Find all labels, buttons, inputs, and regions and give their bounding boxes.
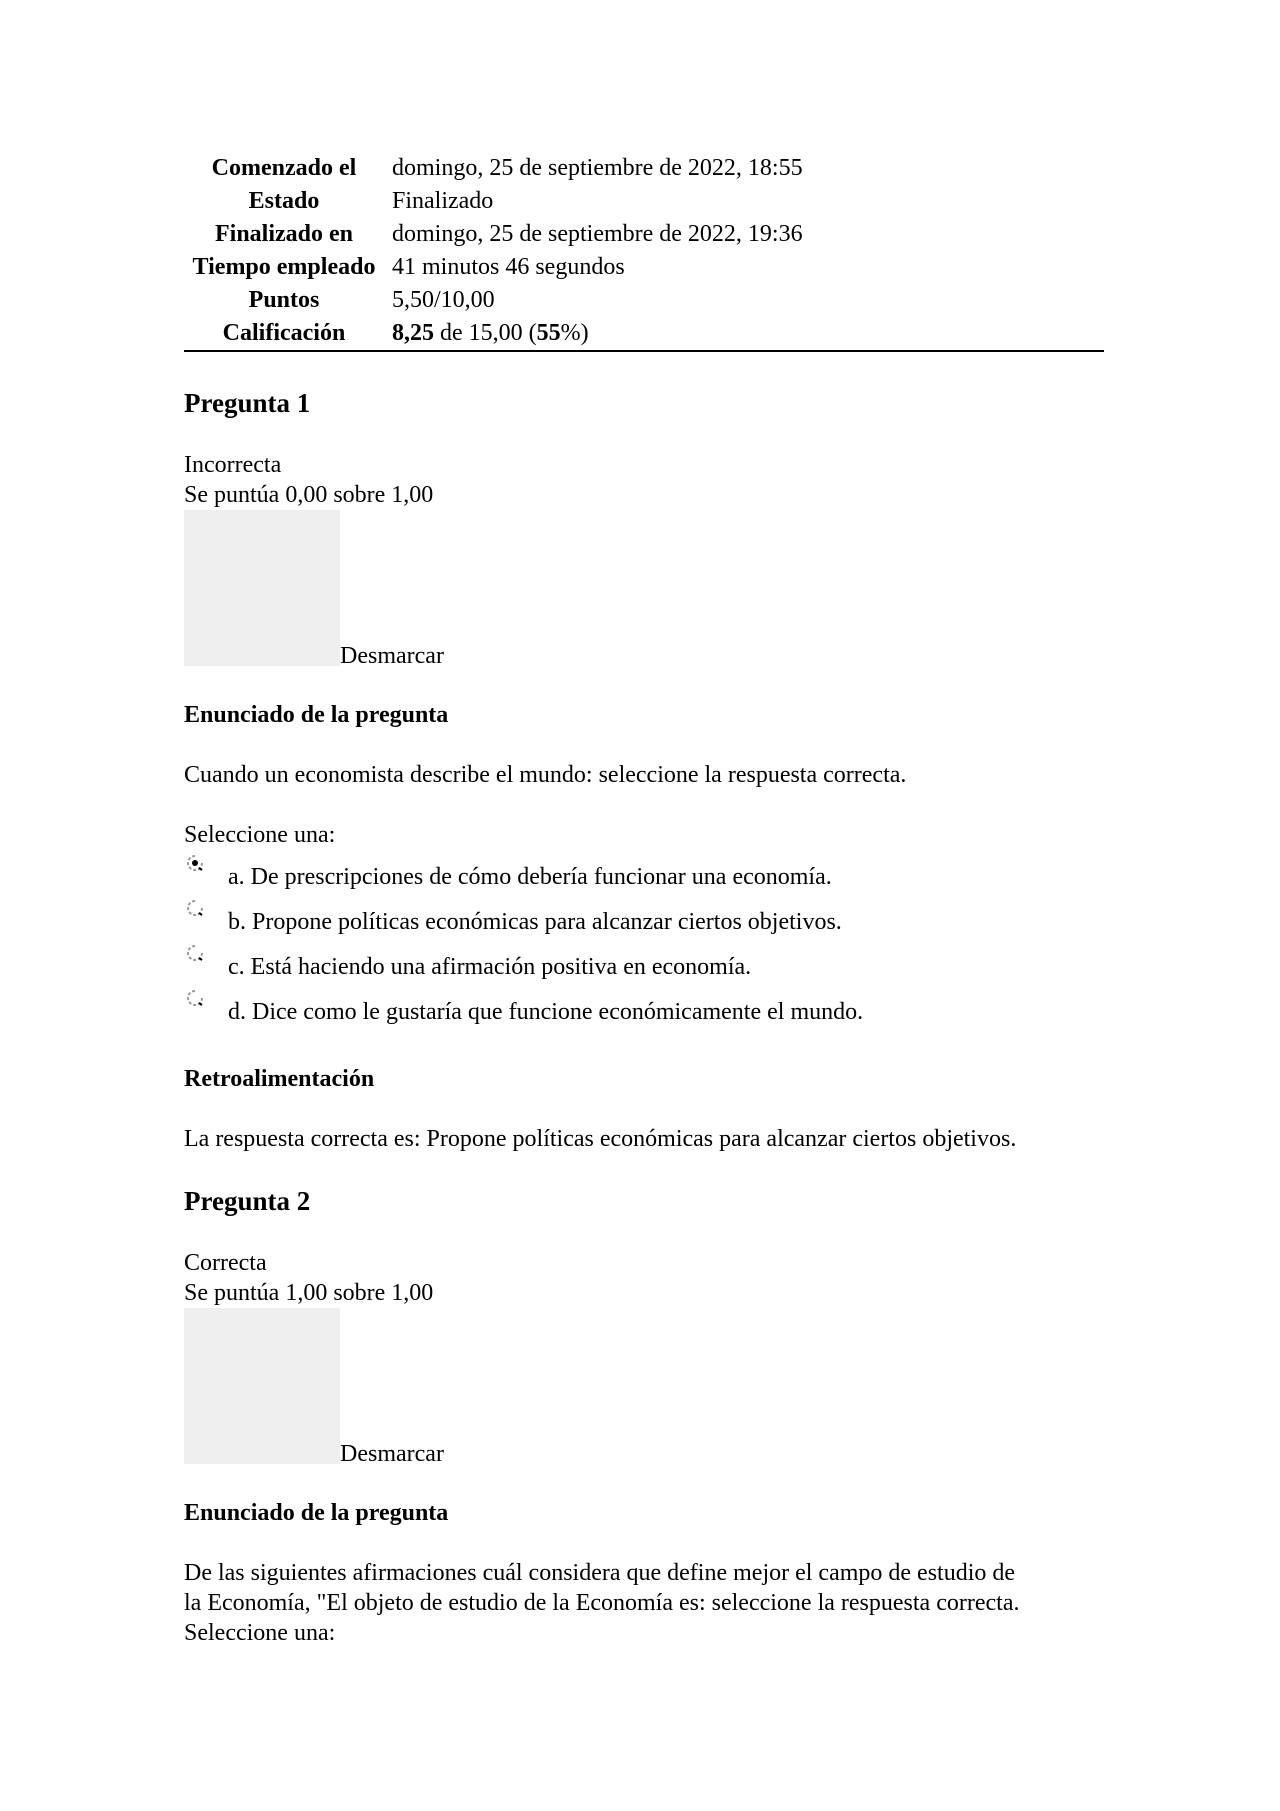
summary-value: Finalizado <box>392 188 494 214</box>
question-mark: Se puntúa 0,00 sobre 1,00 <box>184 482 434 508</box>
question-mark: Se puntúa 1,00 sobre 1,00 <box>184 1280 434 1306</box>
summary-row-started <box>184 152 1104 185</box>
grade-score: 8,25 <box>392 320 434 346</box>
flag-label[interactable]: Desmarcar <box>340 643 444 669</box>
flag-label[interactable]: Desmarcar <box>340 1441 444 1467</box>
summary-value: domingo, 25 de septiembre de 2022, 19:36 <box>392 221 803 247</box>
summary-row-finished <box>184 218 1104 251</box>
grade-value <box>388 317 1104 351</box>
answer-label: a. De prescripciones de cómo debería funcionar una economía. <box>228 864 832 890</box>
answer-option-a[interactable] <box>184 854 1104 899</box>
question-info <box>184 450 1104 510</box>
question-text-line: De las siguientes afirmaciones cuál considera que define mejor el campo de estudio de <box>184 1560 1016 1586</box>
question-1 <box>184 386 1104 1154</box>
grade-total: de 15,00 ( <box>434 320 537 346</box>
summary-label: Tiempo empleado <box>192 254 376 280</box>
answer-option-b[interactable] <box>184 899 1104 944</box>
question-flag[interactable] <box>184 510 1104 669</box>
summary-label: Estado <box>248 188 320 214</box>
answer-label: b. Propone políticas económicas para alcanzar ciertos objetivos. <box>228 909 842 935</box>
question-state: Incorrecta <box>184 452 282 478</box>
answer-option-c[interactable] <box>184 944 1104 989</box>
question-text-heading: Enunciado de la pregunta <box>184 702 449 728</box>
grade-end: %) <box>560 320 589 346</box>
summary-label: Calificación <box>222 320 346 346</box>
summary-label: Comenzado el <box>211 155 357 181</box>
summary-value: domingo, 25 de septiembre de 2022, 18:55 <box>392 155 803 181</box>
feedback-text: La respuesta correcta es: Propone políticas económicas para alcanzar ciertos objetivos. <box>184 1126 1017 1152</box>
answer-option-d[interactable] <box>184 989 1104 1034</box>
question-title: Pregunta 2 <box>184 1186 311 1216</box>
answer-label: d. Dice como le gustaría que funcione económicamente el mundo. <box>228 999 864 1025</box>
summary-row-marks <box>184 284 1104 317</box>
radio-checked-icon[interactable] <box>186 854 204 872</box>
radio-unchecked-icon[interactable] <box>186 989 204 1007</box>
radio-unchecked-icon[interactable] <box>186 944 204 962</box>
question-flag[interactable] <box>184 1308 1104 1467</box>
summary-row-state <box>184 185 1104 218</box>
answer-prompt: Seleccione una: <box>184 1620 336 1646</box>
summary-value: 41 minutos 46 segundos <box>392 254 625 280</box>
summary-label: Finalizado en <box>214 221 353 247</box>
radio-unchecked-icon[interactable] <box>186 899 204 917</box>
flag-icon[interactable] <box>184 510 340 666</box>
flag-icon[interactable] <box>184 1308 340 1464</box>
question-state: Correcta <box>184 1250 267 1276</box>
quiz-review-page <box>184 152 1104 1648</box>
question-text-line: la Economía, "El objeto de estudio de la Economía es: seleccione la respuesta correcta. <box>184 1590 1020 1616</box>
summary-row-grade <box>184 317 1104 351</box>
feedback-heading: Retroalimentación <box>184 1066 375 1092</box>
answer-prompt: Seleccione una: <box>184 822 336 848</box>
summary-row-time-taken <box>184 251 1104 284</box>
attempt-summary-table <box>184 152 1104 352</box>
answer-label: c. Está haciendo una afirmación positiva en economía. <box>228 954 752 980</box>
summary-value: 5,50/10,00 <box>392 287 495 313</box>
question-title: Pregunta 1 <box>184 388 311 418</box>
question-info <box>184 1248 1104 1308</box>
question-text-heading: Enunciado de la pregunta <box>184 1500 449 1526</box>
summary-label: Puntos <box>248 287 320 313</box>
question-2 <box>184 1184 1104 1648</box>
question-text: Cuando un economista describe el mundo: seleccione la respuesta correcta. <box>184 762 907 788</box>
answer-list <box>184 854 1104 1034</box>
grade-percent: 55 <box>536 320 561 346</box>
question-text <box>184 1558 1104 1648</box>
